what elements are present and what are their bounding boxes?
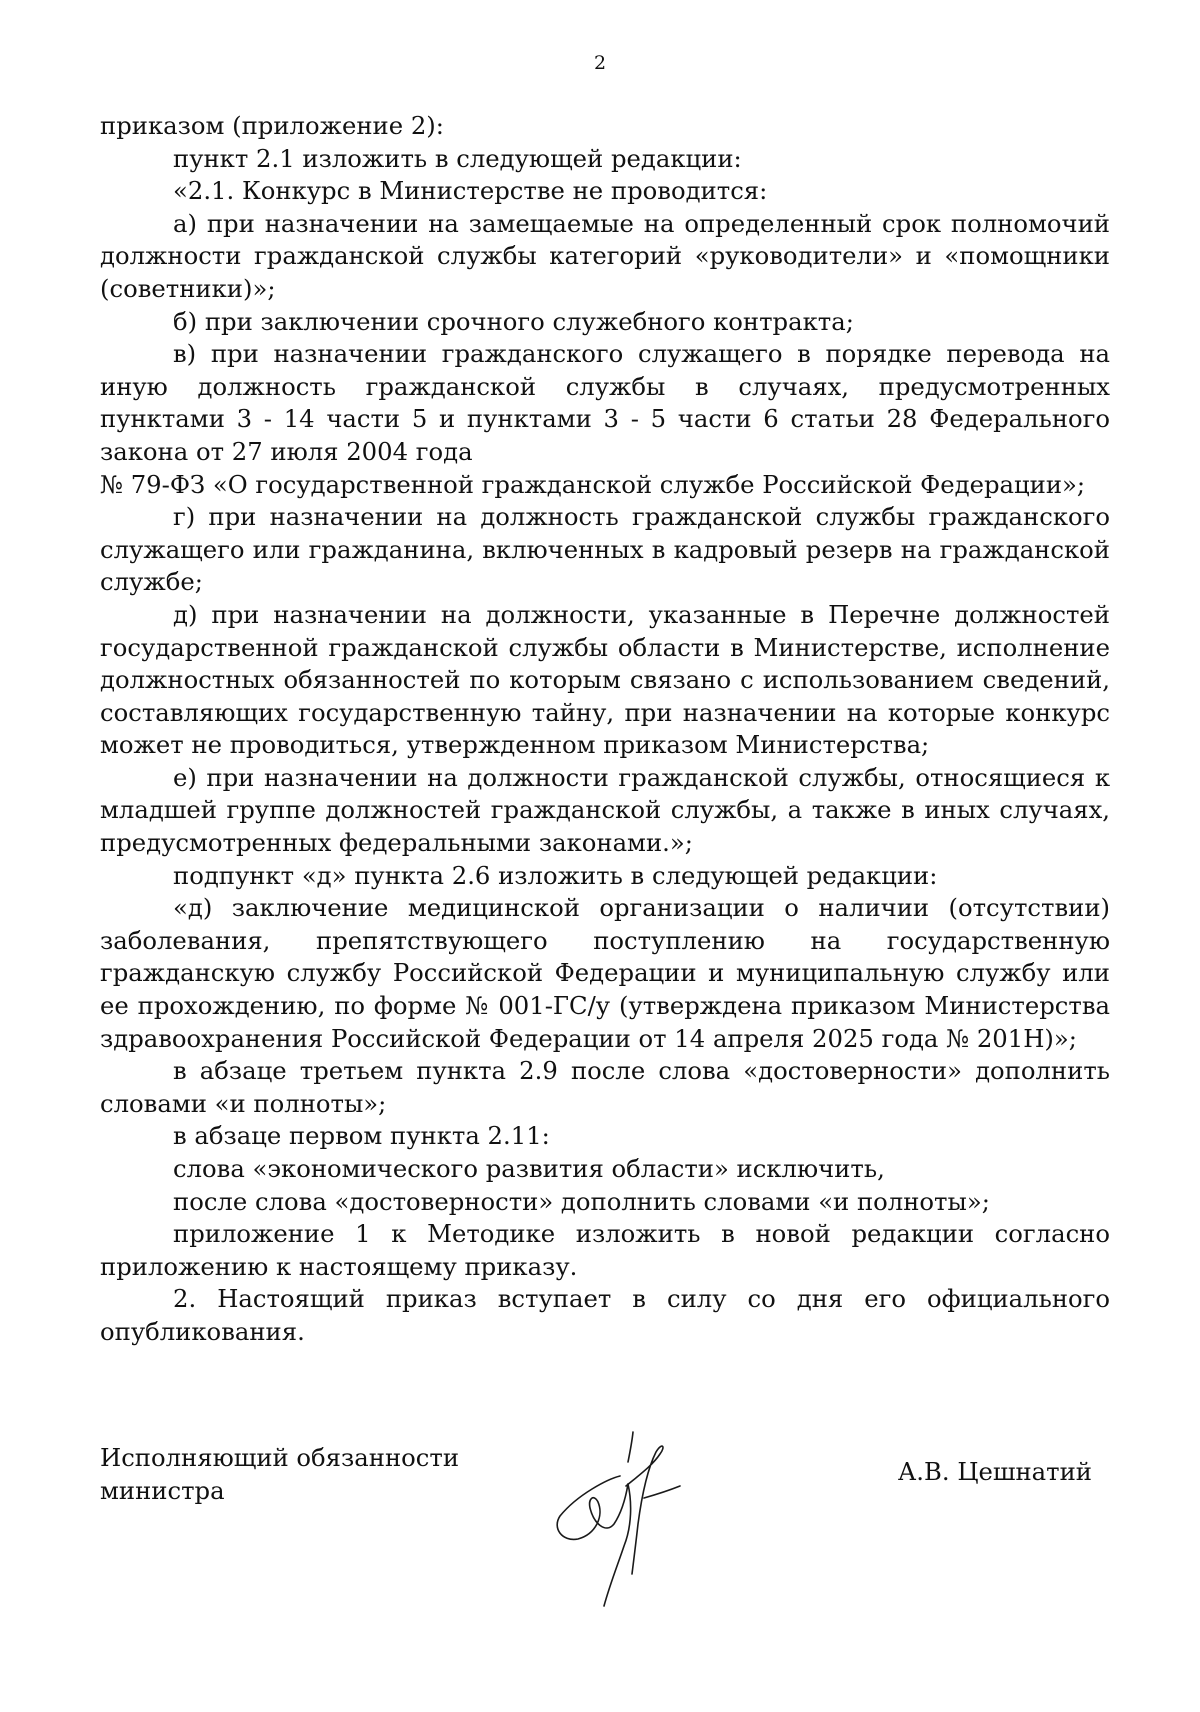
paragraph-4: а) при назначении на замещаемые на определенный срок полномочий должности гражданской службы категорий «руководители» и «помощники (советники)»; — [100, 208, 1110, 303]
paragraph-18: 2. Настоящий приказ вступает в силу со дня его официального опубликования. — [100, 1284, 1110, 1346]
paragraph-10: е) при назначении на должности гражданской службы, относящиеся к младшей группе должностей гражданской службы, а также в иных случаях, предусмотренных федеральными законами.»; — [100, 762, 1110, 858]
paragraph-6: в) при назначении гражданского служащего в порядке перевода на иную должность гражданской службы в случаях, предусмотренных пунктами 3 - 14 части 5 и пунктами 3 - 5 части 6 статьи 28 Федерального закона от 27 июля 2004 года — [100, 339, 1110, 466]
paragraph-7: № 79-ФЗ «О государственной гражданской службе Российской Федерации»; — [100, 469, 1086, 499]
paragraph-17: приложение 1 к Методике изложить в новой редакции согласно приложению к настоящему приказу. — [100, 1219, 1110, 1281]
paragraph-2: пункт 2.1 изложить в следующей редакции: — [173, 143, 742, 173]
paragraph-11: подпункт «д» пункта 2.6 изложить в следующей редакции: — [173, 860, 938, 890]
signatory-title-line-1: Исполняющий обязанности — [100, 1443, 460, 1472]
paragraph-1: приказом (приложение 2): — [100, 111, 444, 140]
paragraph-13: в абзаце третьем пункта 2.9 после слова «достоверности» дополнить словами «и полноты»; — [100, 1056, 1110, 1118]
paragraph-12: «д) заключение медицинской организации о наличии (отсутствии) заболевания, препятствующего поступлению на государственную гражданскую службу Российской Федерации и муниципальную службу или ее прохождению, по форме № 001-ГС/у (утверждена приказом Министерства здравоохранения Российской Федерации от 14 апреля 2025 года № 201Н)»; — [100, 893, 1110, 1053]
paragraph-3: «2.1. Конкурс в Министерстве не проводится: — [173, 176, 768, 206]
paragraph-9: д) при назначении на должности, указанные в Перечне должностей государственной гражданской службы области в Министерстве, исполнение должностных обязанностей по которым связано с использованием сведений, составляющих государственную тайну, при назначении на которые конкурс может не проводиться, утвержденном приказом Министерства; — [100, 599, 1110, 760]
paragraph-14: в абзаце первом пункта 2.11: — [173, 1121, 550, 1151]
paragraph-15: слова «экономического развития области» исключить, — [173, 1154, 885, 1183]
signatory-name: А.В. Цешнатий — [897, 1457, 1092, 1486]
paragraph-5: б) при заключении срочного служебного контракта; — [173, 306, 854, 336]
signature-block — [0, 1442, 1200, 1622]
paragraph-16: после слова «достоверности» дополнить словами «и полноты»; — [173, 1186, 990, 1216]
signatory-title-line-2: министра — [100, 1475, 225, 1505]
page-number: 2 — [593, 52, 607, 74]
handwritten-signature — [548, 1424, 698, 1614]
signatory-title — [100, 1442, 459, 1507]
paragraph-8: г) при назначении на должность гражданской службы гражданского служащего или гражданина, включенных в кадровый резерв на гражданской службе; — [100, 502, 1110, 597]
document-body — [100, 110, 1110, 1349]
